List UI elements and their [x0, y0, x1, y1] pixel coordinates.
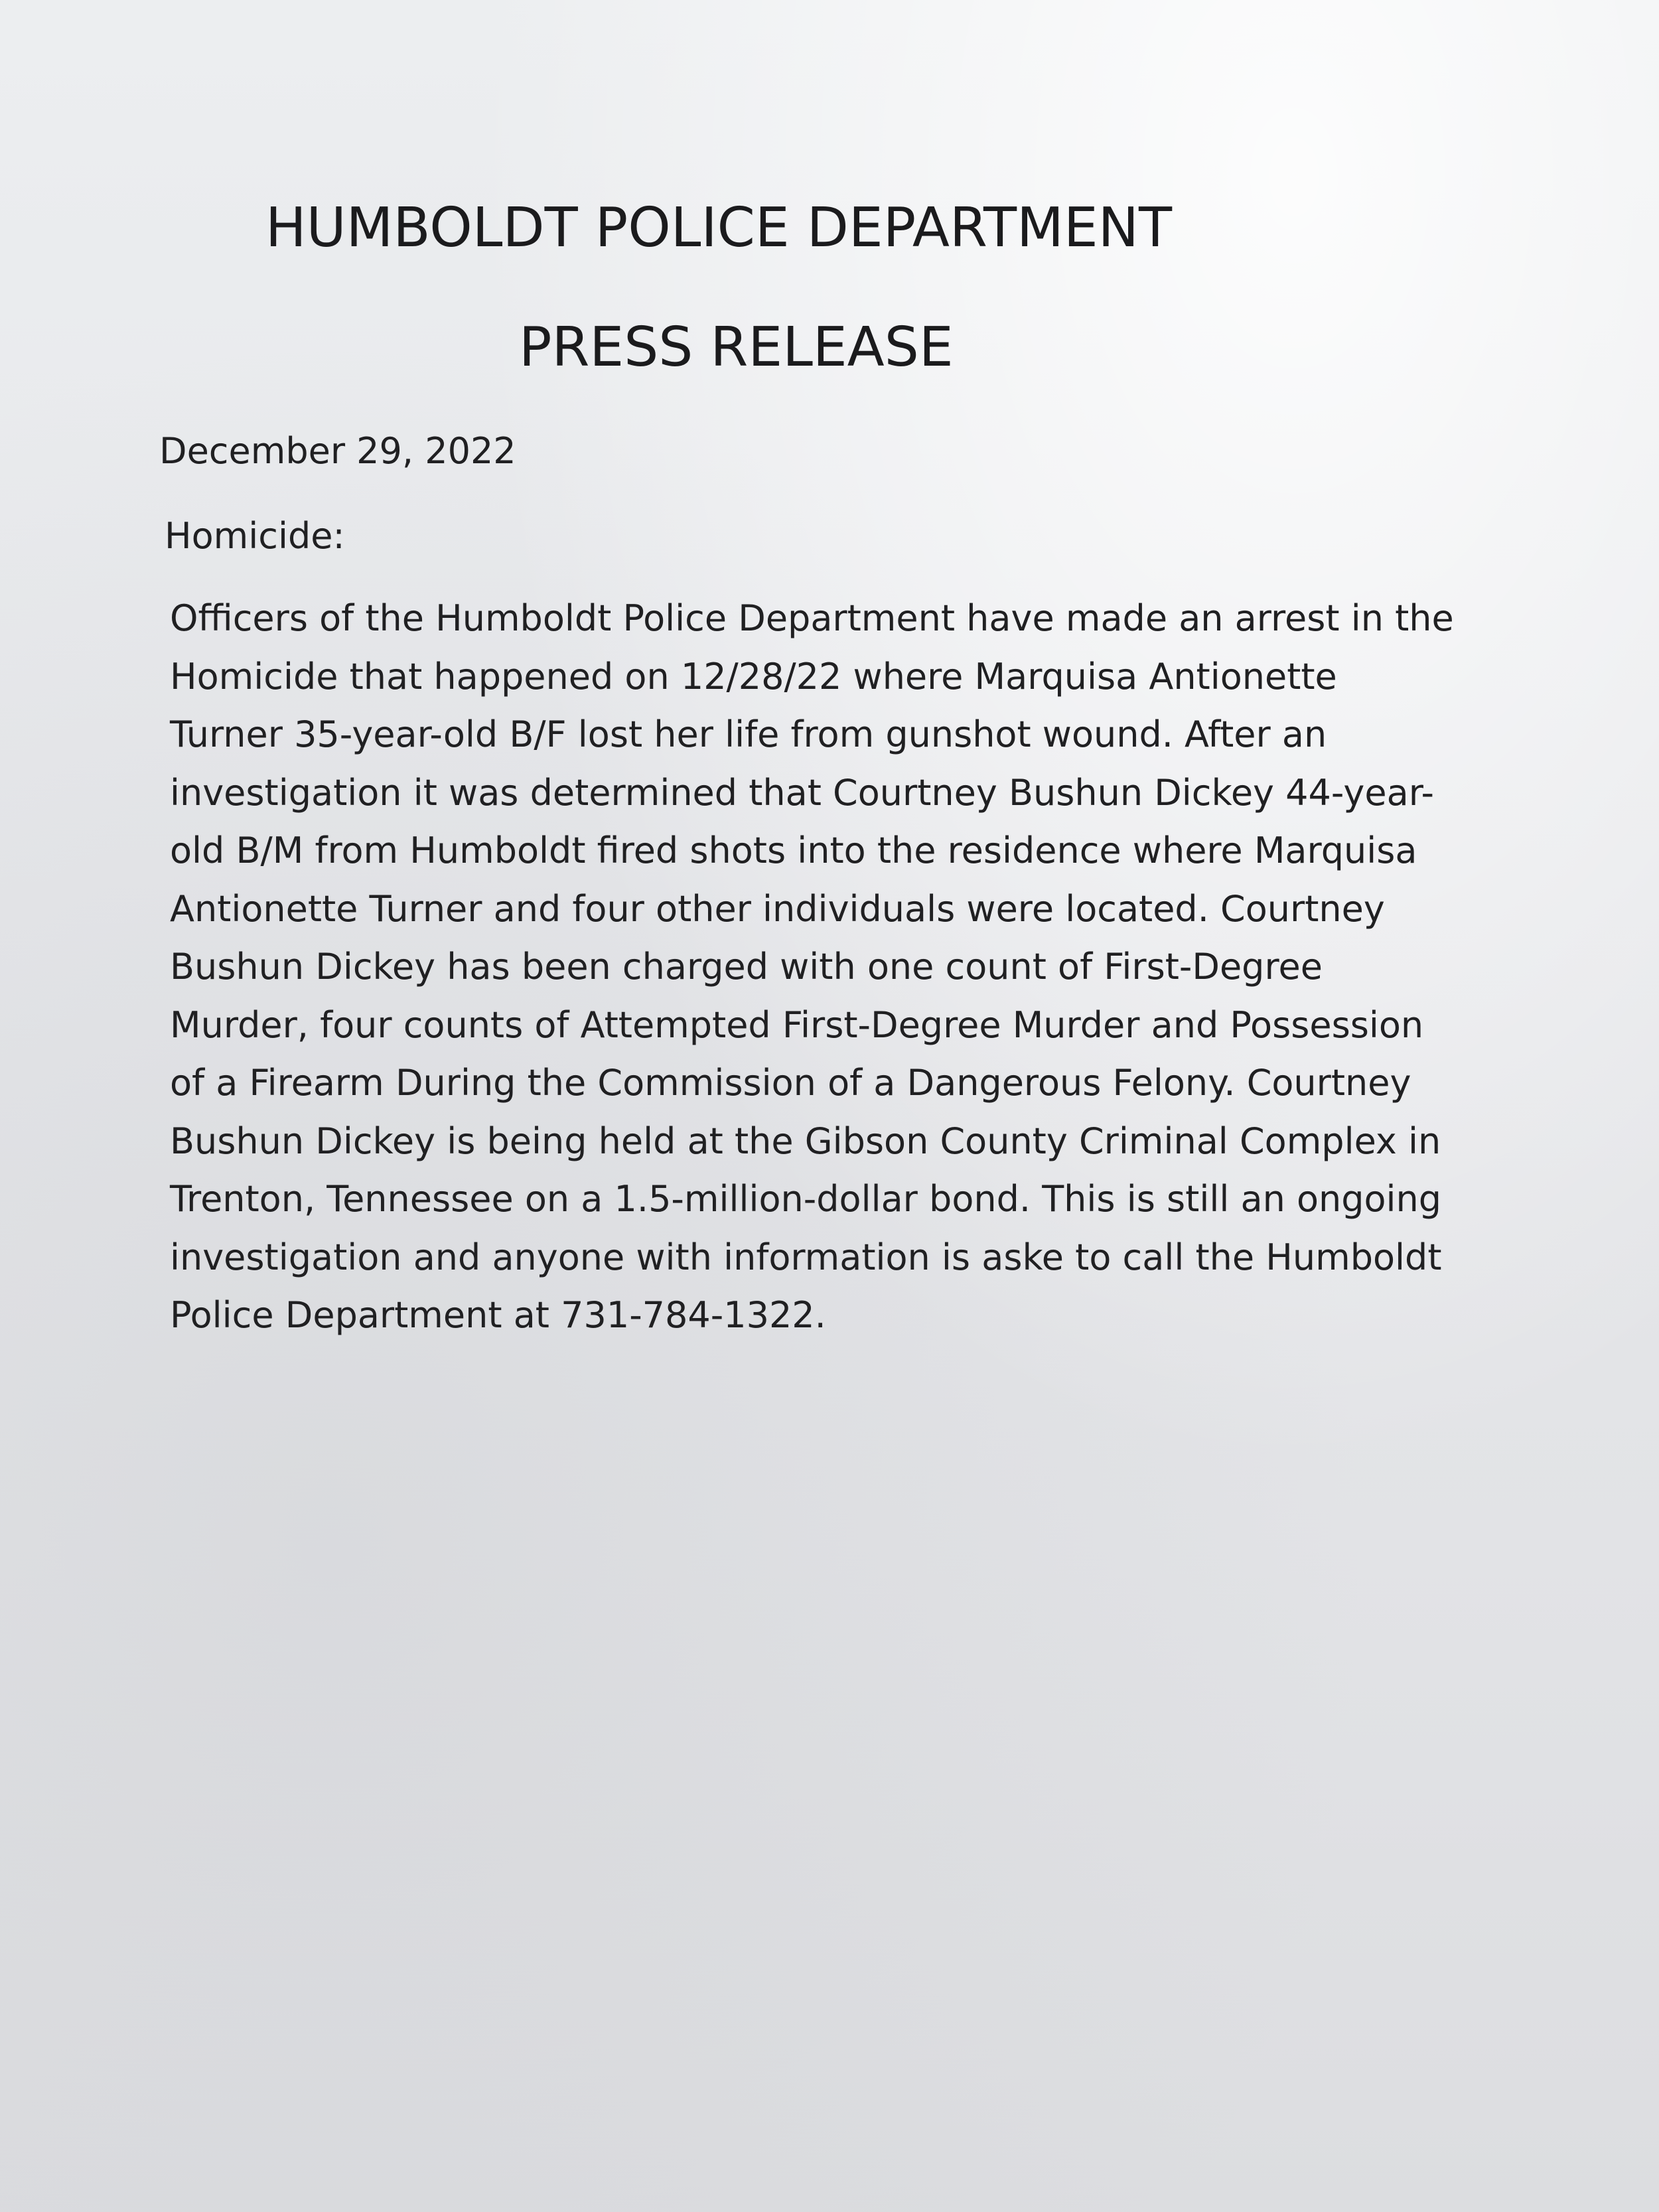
- body-line: investigation and anyone with information is aske to call the Humboldt: [170, 1236, 1442, 1278]
- body-line: Police Department at 731-784-1322.: [170, 1294, 826, 1336]
- body-line: Bushun Dickey is being held at the Gibson County Criminal Complex in: [170, 1120, 1441, 1162]
- press-release-heading: PRESS RELEASE: [519, 316, 954, 379]
- release-date: December 29, 2022: [159, 430, 516, 472]
- body-line: Trenton, Tennessee on a 1.5-million-dollar bond. This is still an ongoing: [170, 1178, 1442, 1220]
- body-line: investigation it was determined that Courtney Bushun Dickey 44-year-: [170, 771, 1434, 814]
- body-line: old B/M from Humboldt fired shots into the residence where Marquisa: [170, 830, 1417, 871]
- subject-label: Homicide:: [165, 515, 345, 557]
- body-line: Antionette Turner and four other individuals were located. Courtney: [170, 887, 1385, 930]
- body-paragraph: [170, 589, 1497, 1345]
- body-line: Turner 35-year-old B/F lost her life from gunshot wound. After an: [170, 713, 1327, 755]
- department-heading: HUMBOLDT POLICE DEPARTMENT: [265, 196, 1173, 259]
- body-line: Officers of the Humboldt Police Department have made an arrest in the: [170, 597, 1454, 639]
- body-line: Homicide that happened on 12/28/22 where Marquisa Antionette: [170, 655, 1337, 698]
- body-line: of a Firearm During the Commission of a Dangerous Felony. Courtney: [170, 1062, 1411, 1104]
- body-line: Bushun Dickey has been charged with one count of First-Degree: [170, 946, 1323, 988]
- body-line: Murder, four counts of Attempted First-Degree Murder and Possession: [170, 1003, 1424, 1046]
